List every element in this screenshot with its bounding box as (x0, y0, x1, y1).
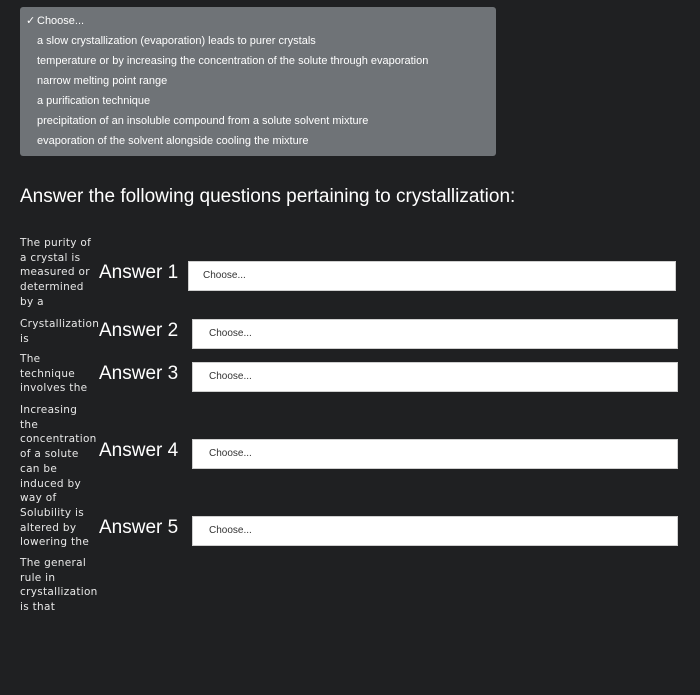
dropdown-option-label: evaporation of the solvent alongside cooling the mixture (37, 135, 309, 147)
answer-1-label: Answer 1 (99, 262, 179, 283)
dropdown-option[interactable] (20, 131, 496, 151)
dropdown-option-label: a purification technique (37, 95, 151, 107)
question-text: Increasing the concentration of a solute can be induced by way of (20, 404, 97, 505)
question-text: The technique involves the (20, 353, 88, 395)
dropdown-option[interactable] (20, 31, 496, 51)
question-text: Solubility is altered by lowering the (20, 507, 90, 549)
dropdown-option-label: temperature or by increasing the concentration of the solute through evaporation (37, 55, 429, 67)
answer-5-select[interactable]: Choose... (192, 516, 678, 546)
dropdown-option-choose[interactable] (20, 11, 496, 31)
answer-3-select[interactable]: Choose... (192, 362, 678, 392)
dropdown-option-label: Choose... (37, 15, 85, 27)
answer-5-label: Answer 5 (99, 517, 179, 538)
dropdown-option-label: a slow crystallization (evaporation) leads to purer crystals (37, 35, 316, 47)
answer-2-select[interactable]: Choose... (192, 319, 678, 349)
answer-dropdown-menu[interactable] (20, 7, 496, 156)
question-heading: Answer the following questions pertaining to crystallization: (20, 186, 516, 207)
answer-1-select[interactable]: Choose... (188, 261, 676, 291)
answer-4-select[interactable]: Choose... (192, 439, 678, 469)
dropdown-option[interactable] (20, 91, 496, 111)
dropdown-option[interactable] (20, 111, 496, 131)
question-text: Crystallization is (20, 318, 100, 345)
dropdown-option-label: narrow melting point range (37, 75, 168, 87)
answer-2-label: Answer 2 (99, 320, 179, 341)
dropdown-option[interactable] (20, 51, 496, 71)
checkmark-icon: ✓ (26, 15, 36, 27)
dropdown-option-label: precipitation of an insoluble compound from a solute solvent mixture (37, 115, 369, 127)
question-text: The purity of a crystal is measured or determined by a (20, 237, 92, 308)
answer-3-label: Answer 3 (99, 363, 179, 384)
answer-4-label: Answer 4 (99, 440, 179, 461)
dropdown-option[interactable] (20, 71, 496, 91)
question-text: The general rule in crystallization is that (20, 557, 98, 614)
